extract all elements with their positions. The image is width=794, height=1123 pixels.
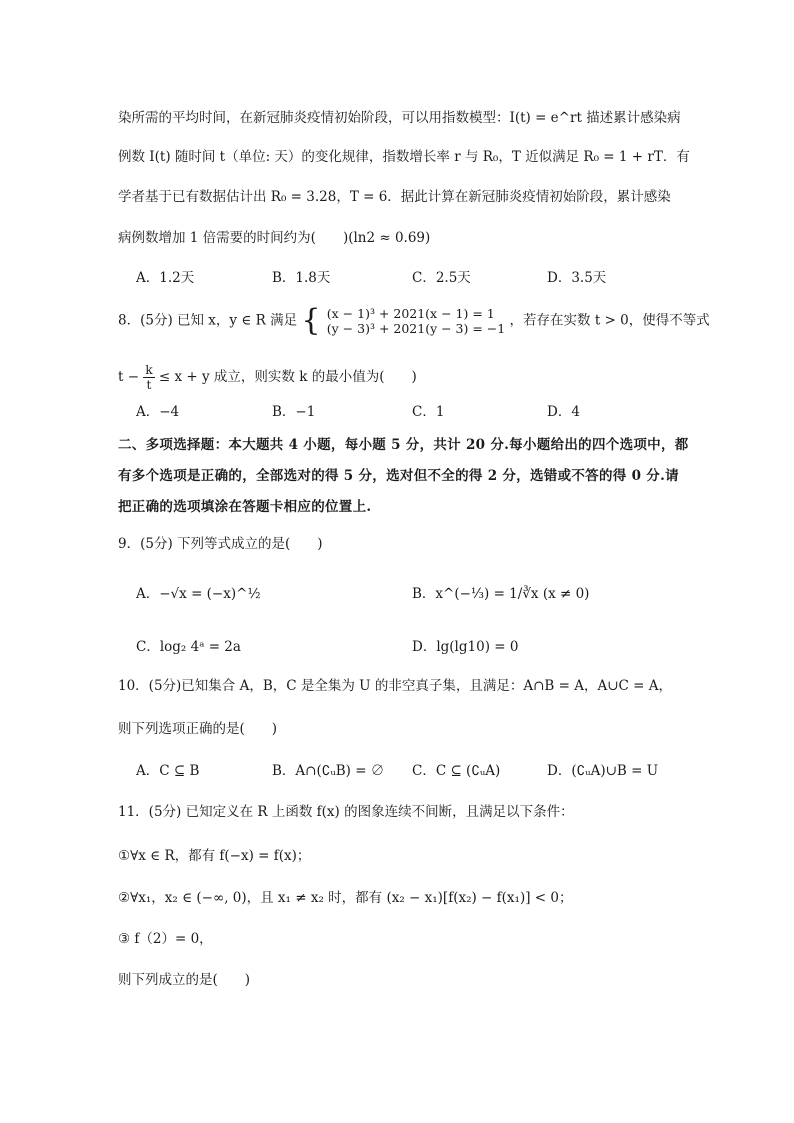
brace-symbol: { xyxy=(301,303,321,338)
q7-line-2: 例数 I(t) 随时间 t（单位: 天）的变化规律，指数增长率 r 与 R₀，T 近似满足 R₀ = 1 + rT．有 xyxy=(118,149,690,165)
q9-option-b: B．x^(−⅓) = 1/∛x (x ≠ 0) xyxy=(412,586,590,602)
q8-option-c: C．1 xyxy=(412,404,445,420)
q9-option-c: C．log₂ 4ᵃ = 2a xyxy=(136,639,241,655)
q9-option-d: D．lg(lg10) = 0 xyxy=(412,639,519,655)
q7-option-b: B．1.8天 xyxy=(272,270,331,286)
q10-option-c: C．C ⊆ (∁ᵤA) xyxy=(412,763,501,779)
q8-line2-pre: t − xyxy=(118,369,140,385)
q8-equation-1: (x − 1)³ + 2021(x − 1) = 1 xyxy=(326,306,495,321)
q7-line-1: 染所需的平均时间，在新冠肺炎疫情初始阶段，可以用指数模型：I(t) = e^rt 描述累计感染病 xyxy=(118,110,681,126)
section2-line-2: 有多个选项是正确的，全部选对的得 5 分，选对但不全的得 2 分，选错或不答的得 0 分.请 xyxy=(118,468,679,484)
q11-stem: 11．(5分) 已知定义在 R 上函数 f(x) 的图象连续不间断，且满足以下条件： xyxy=(118,804,574,820)
q8-lead: 8．(5分) 已知 x，y ∈ R 满足 xyxy=(118,312,298,329)
q11-condition-1: ①∀x ∈ R，都有 f(−x) = f(x)； xyxy=(118,848,311,864)
q8-line-2 xyxy=(118,363,417,392)
q8-equation-system xyxy=(327,306,505,336)
q8-option-d: D．4 xyxy=(547,404,580,420)
q7-option-d: D．3.5天 xyxy=(547,270,607,286)
q11-condition-2: ②∀x₁，x₂ ∈ (−∞, 0)，且 x₁ ≠ x₂ 时，都有 (x₂ − x₁)[f(x₂) − f(x₁)] < 0； xyxy=(118,890,573,906)
q9-stem: 9．(5分) 下列等式成立的是( ) xyxy=(118,536,323,552)
q8-line2-post: ≤ x + y 成立，则实数 k 的最小值为( ) xyxy=(158,369,417,385)
q11-condition-3: ③ f（2）= 0， xyxy=(118,931,213,947)
q7-line-4: 病例数增加 1 倍需要的时间约为( )(ln2 ≈ 0.69) xyxy=(118,230,431,246)
section2-line-1: 二、多项选择题：本大题共 4 小题，每小题 5 分，共计 20 分.每小题给出的四个选项中，都 xyxy=(118,437,689,453)
q8-fraction xyxy=(143,363,154,392)
q8-equation-2: (y − 3)³ + 2021(y − 3) = −1 xyxy=(326,321,506,336)
q8-option-b: B．−1 xyxy=(272,404,316,420)
q10-option-b: B．A∩(∁ᵤB) = ∅ xyxy=(272,763,385,779)
q10-option-a: A．C ⊆ B xyxy=(136,763,200,779)
q8-fraction-numerator: k xyxy=(145,363,153,377)
q8-option-a: A．−4 xyxy=(136,404,180,420)
q8-fraction-denominator: t xyxy=(146,378,152,392)
q10-stem: 10．(5分)已知集合 A，B，C 是全集为 U 的非空真子集，且满足：A∩B = A，A∪C = A， xyxy=(118,678,673,694)
q10-option-d: D．(∁ᵤA)∪B = U xyxy=(547,763,659,779)
q9-option-a: A．−√x = (−x)^½ xyxy=(136,586,261,602)
q11-stem-2: 则下列成立的是( ) xyxy=(118,972,251,988)
q8-stem xyxy=(118,303,710,338)
q8-tail: ，若存在实数 t > 0，使得不等式 xyxy=(509,312,710,329)
section2-line-3: 把正确的选项填涂在答题卡相应的位置上. xyxy=(118,499,372,515)
q7-line-3: 学者基于已有数据估计出 R₀ = 3.28，T = 6．据此计算在新冠肺炎疫情初始阶段，累计感染 xyxy=(118,189,671,205)
q7-option-c: C．2.5天 xyxy=(412,270,471,286)
q10-stem-2: 则下列选项正确的是( ) xyxy=(118,721,278,737)
q7-option-a: A．1.2天 xyxy=(136,270,195,286)
